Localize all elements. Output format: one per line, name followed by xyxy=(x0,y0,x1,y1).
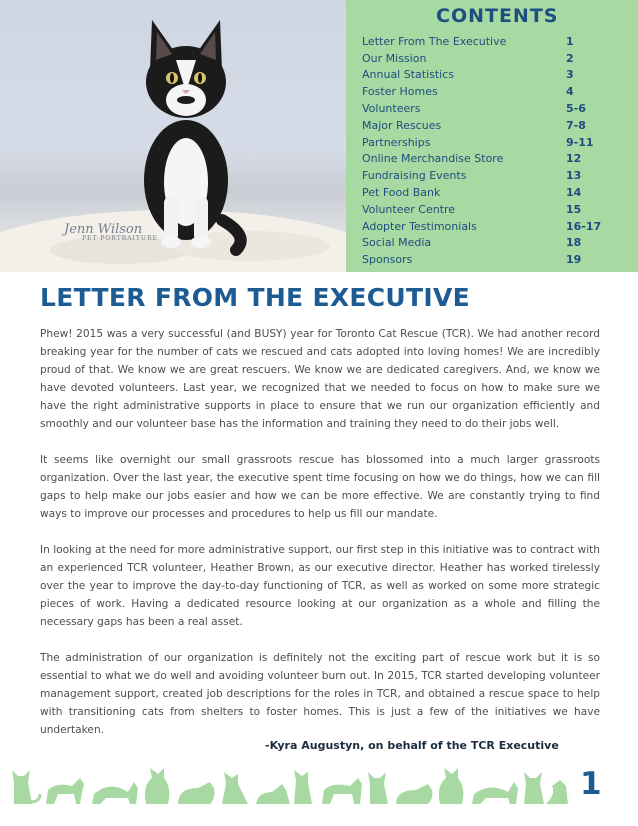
cat-photo-illustration xyxy=(0,0,346,272)
toc-entry-page: 4 xyxy=(566,85,574,99)
page-number: 1 xyxy=(580,766,602,802)
toc-entry-page: 18 xyxy=(566,236,582,250)
toc-entry-label: Sponsors xyxy=(362,253,413,267)
toc-entry[interactable] xyxy=(362,50,630,67)
toc-entry-label: Annual Statistics xyxy=(362,68,455,82)
toc-entry-label: Major Rescues xyxy=(362,118,442,132)
toc-entry-page: 5-6 xyxy=(566,102,586,116)
toc-entry-page: 3 xyxy=(566,68,574,82)
cover-photo xyxy=(0,0,346,272)
toc-entry[interactable] xyxy=(362,151,630,168)
toc-entry[interactable] xyxy=(362,235,630,252)
toc-entry-page: 16-17 xyxy=(566,219,602,233)
toc-entry[interactable] xyxy=(362,117,630,134)
toc-entry-label: Letter From The Executive xyxy=(362,34,507,48)
toc-entry[interactable] xyxy=(362,251,630,268)
toc-entry[interactable] xyxy=(362,201,630,218)
cat-silhouettes-icon xyxy=(10,764,570,806)
toc-entry-page: 12 xyxy=(566,152,582,166)
toc-entry[interactable] xyxy=(362,33,630,50)
toc-entry-label: Volunteer Centre xyxy=(362,202,456,216)
toc-entry-label: Foster Homes xyxy=(362,85,438,99)
toc-entry-page: 15 xyxy=(566,202,582,216)
toc-entry-label: Online Merchandise Store xyxy=(362,152,504,166)
letter-heading: LETTER FROM THE EXECUTIVE xyxy=(40,283,470,312)
letter-paragraph: In looking at the need for more administrative support, our first step in this initiative was to contract with an experienced TCR volunteer, Heather Brown, as our executive director. Heather has worked tirelessly over the year to improve the day-to-day functioning of TCR, as well as worked on some more strategic pieces of work. Having a dedicated resource looking at our organization as a whole and filling the necessary gaps has been a real asset. xyxy=(40,544,600,628)
contents-title: CONTENTS xyxy=(436,5,559,27)
table-of-contents xyxy=(362,33,630,268)
watermark-subtitle: PET PORTRAITURE xyxy=(82,235,158,242)
toc-entry-page: 19 xyxy=(566,253,582,267)
toc-entry-page: 14 xyxy=(566,186,582,200)
letter-paragraph: It seems like overnight our small grassroots rescue has blossomed into a much larger grassroots organization. Over the last year, the executive spent time focusing on how we do things, how we can fill gaps to help make our jobs easier and how we can be more effective. We are constantly trying to find ways to improve our processes and procedures to help us fill our mandate. xyxy=(40,454,600,520)
letter-paragraph: The administration of our organization is definitely not the exciting part of rescue work but it is so essential to what we do well and avoiding volunteer burn out. In 2015, TCR started developing volunteer management support, created job descriptions for the roles in TCR, and obtained a rescue space to help with transitioning cats from shelters to foster homes. This is just a few of the initiatives we have undertaken. xyxy=(40,652,600,736)
toc-entry[interactable] xyxy=(362,184,630,201)
toc-entry-label: Volunteers xyxy=(362,102,421,116)
toc-entry[interactable] xyxy=(362,134,630,151)
toc-entry-label: Social Media xyxy=(362,236,432,250)
toc-entry-page: 2 xyxy=(566,51,574,65)
toc-entry-label: Pet Food Bank xyxy=(362,186,441,200)
toc-entry[interactable] xyxy=(362,167,630,184)
letter-paragraph: Phew! 2015 was a very successful (and BUSY) year for Toronto Cat Rescue (TCR). We had another record breaking year for the number of cats we rescued and cats adopted into loving homes! We are incredibly proud of that. We know we are great rescuers. We know we are dedicated caregivers. And, we know we have devoted volunteers. Last year, we recognized that we needed to focus on how to make sure we have the right administrative supports in place to ensure that we run our organization efficiently and smoothly and our volunteer base has the information and training they need to do their jobs well. xyxy=(40,328,600,430)
watermark-name: Jenn Wilson xyxy=(64,222,143,237)
letter-signature: -Kyra Augustyn, on behalf of the TCR Executive xyxy=(265,739,559,752)
letter-body xyxy=(40,325,600,757)
photographer-watermark xyxy=(64,222,158,242)
toc-entry-label: Fundraising Events xyxy=(362,169,467,183)
toc-entry-label: Adopter Testimonials xyxy=(362,219,477,233)
toc-entry-page: 13 xyxy=(566,169,582,183)
toc-entry-page: 1 xyxy=(566,34,574,48)
toc-entry[interactable] xyxy=(362,67,630,84)
toc-entry-label: Our Mission xyxy=(362,51,427,65)
toc-entry-page: 7-8 xyxy=(566,118,586,132)
toc-entry[interactable] xyxy=(362,100,630,117)
toc-entry-label: Partnerships xyxy=(362,135,431,149)
toc-entry-page: 9-11 xyxy=(566,135,594,149)
toc-entry[interactable] xyxy=(362,83,630,100)
toc-entry[interactable] xyxy=(362,218,630,235)
contents-panel xyxy=(346,0,638,272)
